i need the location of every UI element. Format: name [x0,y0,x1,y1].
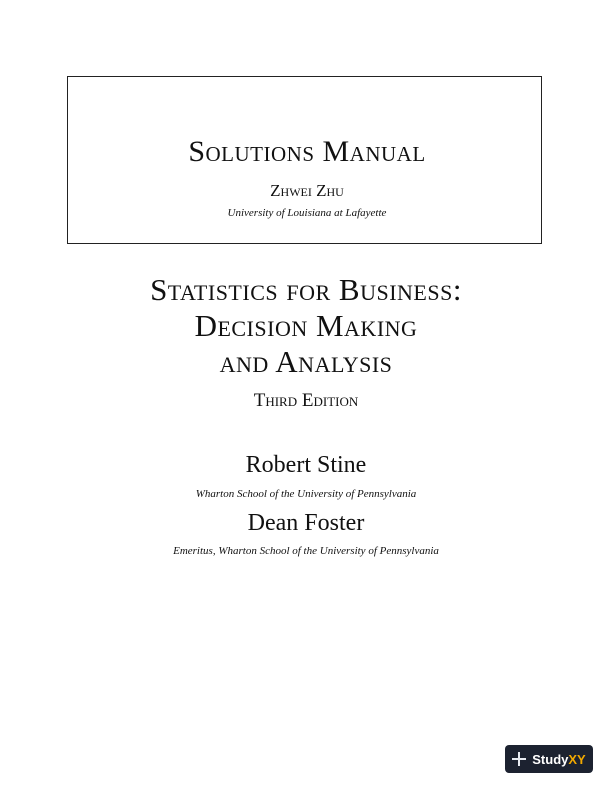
book-title-line-2: Decision Making [194,308,418,343]
manual-affiliation: University of Louisiana at Lafayette [227,207,387,219]
manual-title-box [67,76,542,244]
book-edition: Third Edition [253,390,359,411]
badge-text-accent: XY [568,751,586,767]
studyxy-badge[interactable] [505,745,593,773]
author-affiliation-1: Wharton School of the University of Pennsylvania [195,488,417,500]
book-title-line-3: and Analysis [219,344,393,379]
badge-text-main: Study [532,751,569,767]
badge-label [532,752,585,767]
author-affiliation-2: Emeritus, Wharton School of the University of Pennsylvania [173,545,439,557]
plus-icon [512,752,526,766]
author-name-1: Robert Stine [245,452,367,478]
author-name-2: Dean Foster [247,510,365,536]
book-title-line-1: Statistics for Business: [150,272,462,307]
manual-author: Zhwei Zhu [270,181,344,200]
manual-title: Solutions Manual [188,135,426,168]
